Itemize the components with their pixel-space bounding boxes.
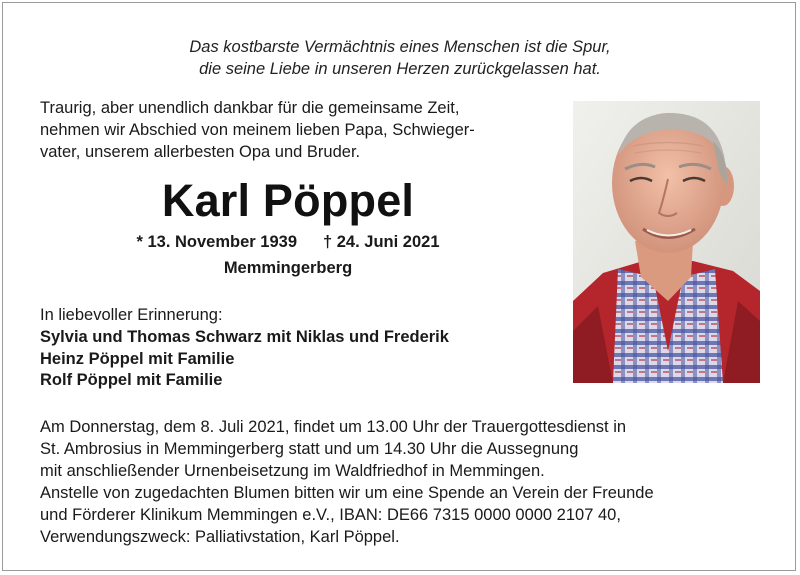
deceased-name: Karl Pöppel bbox=[161, 175, 415, 226]
donation-line-2: und Förderer Klinikum Memmingen e.V., IBAN: DE66 7315 0000 0000 2107 40, bbox=[40, 506, 621, 524]
mourners-list bbox=[40, 327, 449, 392]
portrait-illustration bbox=[573, 101, 760, 383]
birth-date: * 13. November 1939 bbox=[136, 233, 297, 251]
funeral-service-info bbox=[40, 416, 760, 482]
donation-line-1: Anstelle von zugedachten Blumen bitten wir um eine Spende an Verein der Freunde bbox=[40, 484, 654, 502]
death-date: † 24. Juni 2021 bbox=[323, 233, 440, 251]
service-line-2: St. Ambrosius in Memmingerberg statt und um 14.30 Uhr die Aussegnung bbox=[40, 440, 579, 458]
service-line-1: Am Donnerstag, dem 8. Juli 2021, findet um 13.00 Uhr der Trauergottesdienst in bbox=[40, 418, 627, 436]
service-line-3: mit anschließender Urnenbeisetzung im Waldfriedhof in Memmingen. bbox=[40, 462, 545, 480]
farewell-line-1: Traurig, aber unendlich dankbar für die gemeinsame Zeit, bbox=[40, 99, 460, 117]
farewell-text bbox=[40, 97, 540, 163]
farewell-line-3: vater, unserem allerbesten Opa und Bruder. bbox=[40, 143, 361, 161]
hometown: Memmingerberg bbox=[223, 259, 353, 277]
portrait-photo bbox=[573, 101, 760, 383]
quote-line-2: die seine Liebe in unseren Herzen zurückgelassen hat. bbox=[199, 60, 601, 78]
life-dates bbox=[40, 230, 536, 254]
mourner-line: Sylvia und Thomas Schwarz mit Niklas und Frederik bbox=[40, 328, 449, 346]
farewell-line-2: nehmen wir Abschied von meinem lieben Papa, Schwieger- bbox=[40, 121, 475, 139]
donation-request bbox=[40, 482, 760, 548]
quote-line-1: Das kostbarste Vermächtnis eines Menschen ist die Spur, bbox=[189, 38, 611, 56]
mourner-line: Heinz Pöppel mit Familie bbox=[40, 349, 235, 368]
donation-line-3: Verwendungszweck: Palliativstation, Karl Pöppel. bbox=[40, 528, 400, 546]
remembrance-label: In liebevoller Erinnerung: bbox=[40, 306, 223, 324]
memorial-quote bbox=[0, 36, 800, 80]
mourner-line: Rolf Pöppel mit Familie bbox=[40, 371, 223, 389]
